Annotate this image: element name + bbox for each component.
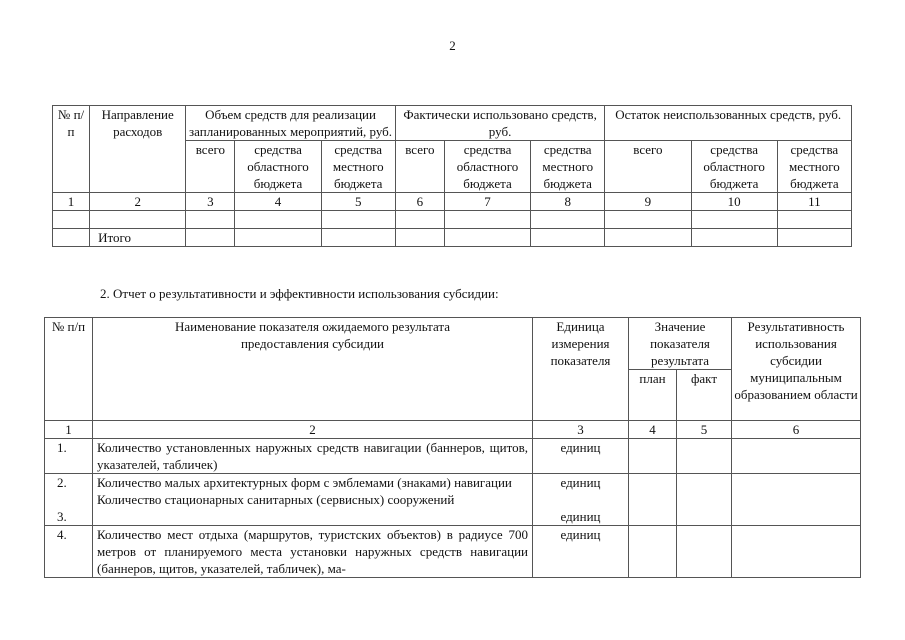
t1-sub-local: средства местного бюджета: [777, 141, 851, 193]
t1-empty-cell: [53, 229, 90, 247]
t2-sub-fact: факт: [677, 370, 732, 421]
t2-empty-cell: [732, 526, 861, 578]
t1-colnum: 1: [53, 193, 90, 211]
t1-colnum: 9: [605, 193, 691, 211]
t2-colnum: 5: [677, 421, 732, 439]
t1-empty-cell: [531, 229, 605, 247]
t2-colnum: 2: [93, 421, 533, 439]
t2-header-indicator: Наименование показателя ожидаемого результата предоставления субсидии: [93, 318, 533, 421]
t1-empty-cell: [321, 229, 395, 247]
indicator-name: Количество установленных наружных средств навигации (баннеров, щитов, указателей, табличек): [93, 439, 533, 474]
t2-header-num: № п/п: [45, 318, 93, 421]
t1-sub-local: средства местного бюджета: [531, 141, 605, 193]
row-number: 1.: [45, 439, 93, 474]
t1-colnum: 5: [321, 193, 395, 211]
t1-empty-cell: [235, 229, 321, 247]
t2-colnum: 4: [629, 421, 677, 439]
t1-header-planned: Объем средств для реализации запланированных мероприятий, руб.: [186, 106, 396, 141]
t2-empty-cell: [629, 526, 677, 578]
t1-empty-cell: [90, 211, 186, 229]
t1-empty-cell: [777, 229, 851, 247]
table2-header-row: [45, 318, 861, 370]
table1-total-row: [53, 229, 852, 247]
t1-sub-total: всего: [186, 141, 235, 193]
unit-value: единиц: [560, 475, 601, 490]
table-row: [45, 526, 861, 578]
t1-empty-cell: [691, 211, 777, 229]
t2-empty-cell: [677, 474, 732, 526]
t1-colnum: 3: [186, 193, 235, 211]
t1-sub-local: средства местного бюджета: [321, 141, 395, 193]
t2-empty-cell: [677, 439, 732, 474]
t1-empty-cell: [395, 211, 444, 229]
t1-sub-regional: средства областного бюджета: [235, 141, 321, 193]
t1-empty-cell: [605, 211, 691, 229]
t2-empty-cell: [629, 439, 677, 474]
table-row: [45, 439, 861, 474]
t2-empty-cell: [732, 439, 861, 474]
t1-sub-regional: средства областного бюджета: [444, 141, 530, 193]
t1-header-actual: Фактически использовано средств, руб.: [395, 106, 605, 141]
results-table: [44, 317, 861, 578]
t1-empty-cell: [235, 211, 321, 229]
t1-colnum: 8: [531, 193, 605, 211]
t2-empty-cell: [629, 474, 677, 526]
table1-column-numbers-row: [53, 193, 852, 211]
unit-value: единиц: [560, 509, 601, 524]
t1-empty-cell: [395, 229, 444, 247]
t2-header-unit: Единица измерения показателя: [533, 318, 629, 421]
t1-colnum: 10: [691, 193, 777, 211]
t2-colnum: 1: [45, 421, 93, 439]
table1-header-row: [53, 106, 852, 141]
table-row: [45, 474, 861, 526]
page-number: 2: [449, 38, 456, 53]
indicator-name: Количество стационарных санитарных (сервисных) сооружений: [97, 492, 455, 507]
t2-colnum: 3: [533, 421, 629, 439]
t2-header-effectiveness: Результативность использования субсидии муниципальным образованием области: [732, 318, 861, 421]
t2-header-value: Значение показателя результата: [629, 318, 732, 370]
section-2-title: 2. Отчет о результативности и эффективности использования субсидии:: [100, 286, 499, 301]
t1-colnum: 7: [444, 193, 530, 211]
t1-empty-cell: [777, 211, 851, 229]
t1-total-label: Итого: [90, 229, 186, 247]
t1-colnum: 11: [777, 193, 851, 211]
t1-empty-cell: [444, 211, 530, 229]
table2-column-numbers-row: [45, 421, 861, 439]
t1-empty-cell: [186, 211, 235, 229]
t2-sub-plan: план: [629, 370, 677, 421]
t1-empty-cell: [321, 211, 395, 229]
expenses-table: [52, 105, 852, 247]
t2-empty-cell: [732, 474, 861, 526]
t1-header-num: № п/п: [53, 106, 90, 193]
unit-value: единиц: [533, 526, 629, 578]
t1-header-direction: Направление расходов: [90, 106, 186, 193]
t1-empty-cell: [53, 211, 90, 229]
table1-empty-row: [53, 211, 852, 229]
row-number: 2.: [57, 475, 67, 490]
t1-empty-cell: [605, 229, 691, 247]
t1-empty-cell: [531, 211, 605, 229]
t1-colnum: 2: [90, 193, 186, 211]
row-number: 3.: [57, 509, 67, 524]
t1-empty-cell: [186, 229, 235, 247]
t1-sub-total: всего: [605, 141, 691, 193]
t1-empty-cell: [444, 229, 530, 247]
row-number: 4.: [45, 526, 93, 578]
t1-colnum: 6: [395, 193, 444, 211]
t1-empty-cell: [691, 229, 777, 247]
t1-colnum: 4: [235, 193, 321, 211]
t1-sub-regional: средства областного бюджета: [691, 141, 777, 193]
t1-header-remaining: Остаток неиспользованных средств, руб.: [605, 106, 852, 141]
t1-sub-total: всего: [395, 141, 444, 193]
t2-colnum: 6: [732, 421, 861, 439]
indicator-name: Количество малых архитектурных форм с эмблемами (знаками) навигации: [97, 475, 512, 490]
t2-empty-cell: [677, 526, 732, 578]
unit-value: единиц: [533, 439, 629, 474]
indicator-name: Количество мест отдыха (маршрутов, туристских объектов) в радиусе 700 метров от планируемого места установки наружных средств навигации (баннеров, щитов, указателей, табличек), ма-: [93, 526, 533, 578]
